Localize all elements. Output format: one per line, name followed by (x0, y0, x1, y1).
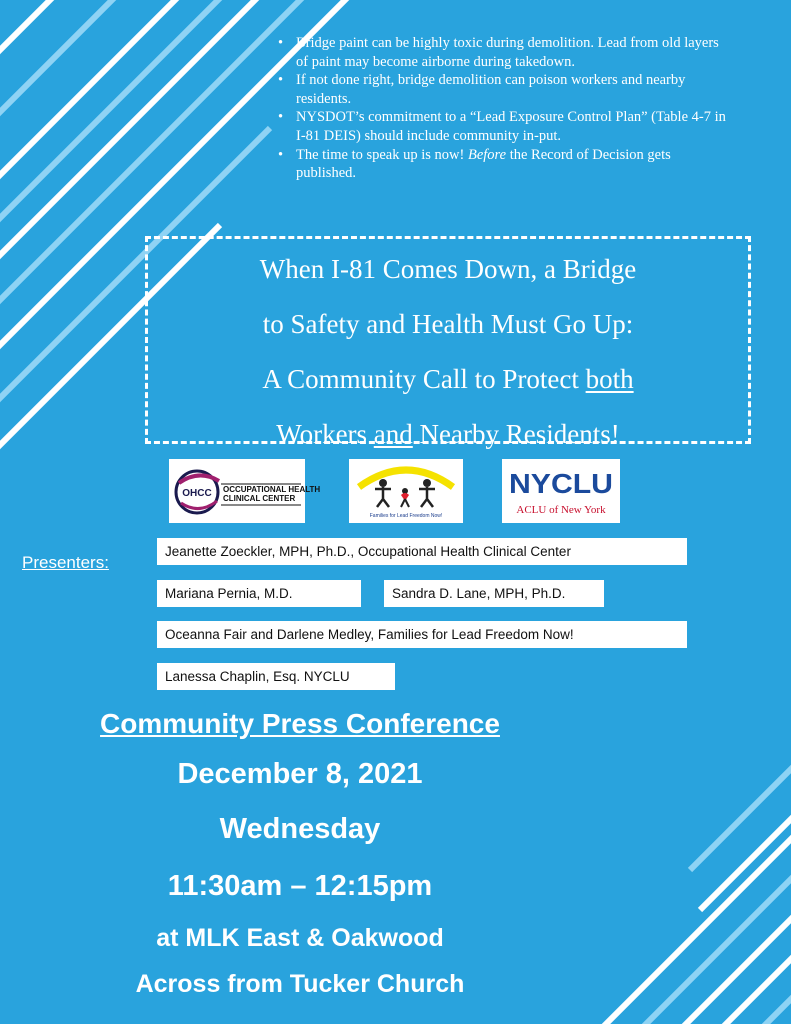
nyclu-logo (502, 459, 620, 523)
presenter-box: Sandra D. Lane, MPH, Ph.D. (384, 580, 604, 607)
families-for-lead-freedom-logo (349, 459, 463, 523)
presenter-box: Mariana Pernia, M.D. (157, 580, 361, 607)
bullet-dot-icon: • (278, 35, 284, 51)
nyclu-wordmark-icon (502, 459, 620, 523)
svg-text:OHCC: OHCC (182, 488, 212, 499)
bullet-item: • The time to speak up is now! Before the Record of Decision gets published. (278, 146, 671, 182)
event-title: Community Press Conference (100, 708, 500, 739)
event-location: at MLK East & Oakwood (156, 924, 444, 952)
svg-text:Families for Lead Freedom Now!: Families for Lead Freedom Now! (369, 513, 443, 519)
bullet-dot-icon: • (278, 109, 284, 126)
event-landmark: Across from Tucker Church (135, 970, 465, 998)
bullet-dot-icon: • (278, 146, 284, 163)
info-bullet-list (278, 34, 728, 183)
presenter-box: Jeanette Zoeckler, MPH, Ph.D., Occupational Health Clinical Center (157, 538, 687, 565)
presenters-label: Presenters: (22, 553, 109, 572)
headline: When I-81 Comes Down, a Bridge to Safety and Health Must Go Up: A Community Call to Protect both Workers and Nearby Residents! (259, 254, 637, 449)
svg-text:NYCLU: NYCLU (509, 468, 613, 499)
event-day: Wednesday (219, 813, 381, 845)
bullet-dot-icon: • (278, 72, 284, 89)
presenter-box: Oceanna Fair and Darlene Medley, Families for Lead Freedom Now! (157, 621, 687, 648)
event-date: December 8, 2021 (177, 758, 423, 790)
family-figures-icon (349, 459, 463, 523)
ohcc-logo (169, 459, 321, 523)
ohcc-emblem-icon (169, 459, 321, 523)
bullet-item: • Bridge paint can be highly toxic during demolition. Lead from old layers of paint may become airborne during takedown. (278, 35, 719, 70)
event-time: 11:30am – 12:15pm (167, 870, 433, 902)
bullet-item: • NYSDOT’s commitment to a “Lead Exposure Control Plan” (Table 4-7 in I-81 DEIS) should include community in-put. (278, 109, 726, 144)
svg-text:ACLU of New York: ACLU of New York (516, 504, 606, 516)
svg-text:OCCUPATIONAL HEALTH: OCCUPATIONAL HEALTH (223, 485, 321, 494)
bullet-item: • If not done right, bridge demolition can poison workers and nearby residents. (278, 72, 686, 107)
presenter-box: Lanessa Chaplin, Esq. NYCLU (157, 663, 395, 690)
svg-text:CLINICAL CENTER: CLINICAL CENTER (223, 494, 296, 503)
